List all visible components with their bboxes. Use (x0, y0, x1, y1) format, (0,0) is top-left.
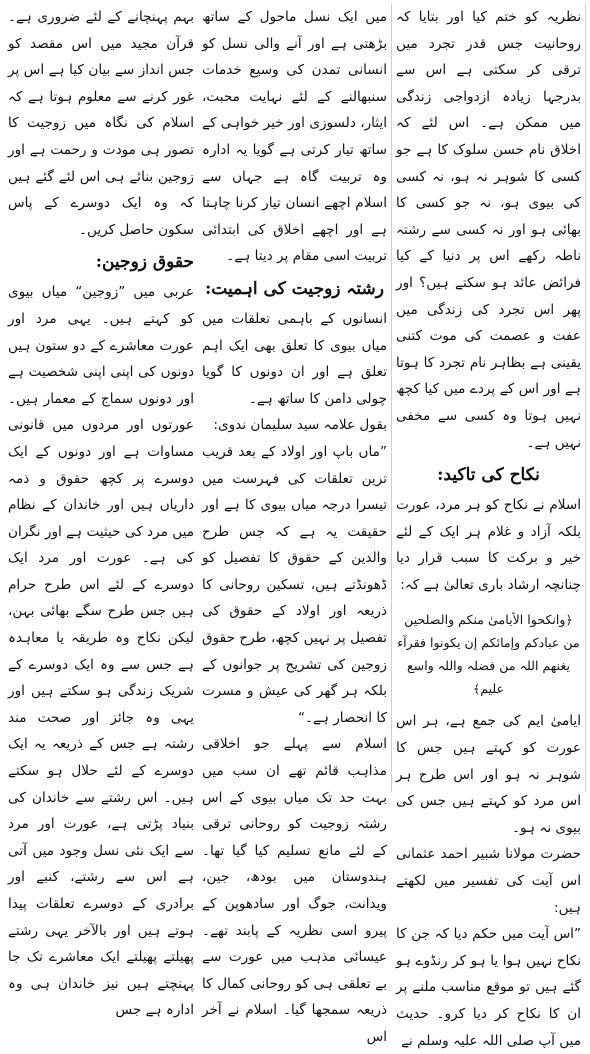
paragraph: عربی میں ”زوجین“ میاں بیوی کو کہتے ہیں۔ یہی مرد اور عورت معاشرے کے دو ستون ہیں دونوں کی اپنی اپنی شخصیت ہے اور دونوں سماج کے معمار ہیں۔ عورتوں اور مردوں میں قانونی مساوات ہے اور دونوں کے ایک دوسرے پر کچھ حقوق و ذمہ داریاں ہیں اور خاندان کے نظام میں مرد کی حیثیت ہے اور نگران کی ہے۔ عورت اور مرد ایک دوسرے کے لئے اس طرح حرام ہیں جس طرح سگے بھائی بہن، لیکن نکاح وہ طریقہ یا معاہدہ ہے جس سے وہ ایک دوسرے کے شریک زندگی ہو سکتے ہیں اور یہی وہ جائز اور صحت مند رشتہ ہے جس کے ذریعہ یہ ایک دوسرے کے لئے حلال ہو سکتے ہیں۔ اس رشتے سے خاندان کی بنیاد پڑتی ہے، عورت اور مرد سے ایک نئی نسل وجود میں آتی ہے اس سے رشتے، کنبے اور برادری کے دوسرے تعلقات پیدا ہوتے ہیں اور بالآخر یہی رشتے پھیلتے پھیلتے ایک معاشرے تک جا پہنچتے ہیں نیز خاندان ہی وہ ادارہ ہے جس (8, 284, 194, 1019)
section-heading-rishta-zaujiyat: رشتہ زوجیت کی اہمیت: (205, 278, 384, 299)
paragraph: حضرت مولانا شبیر احمد عثمانی اس آیت کی تفسیر میں لکھتے ہیں: (396, 846, 581, 916)
paragraph: ایامیٰ ایم کی جمع ہے، ہر اس عورت کو کہتے ہیں جس کا شوہر نہ ہو اور اس طرح ہر اس مرد کو کہتے ہیں جس کی بیوی نہ ہو۔ (396, 713, 581, 836)
text-column-3 (392, 4, 586, 1049)
quran-verse: ﴿وانکحوا الأیامیٰ منکم والصلحین من عبادکم وإمائکم إن یکونوا فقرآء یغنھم اللہ من فضلہ واللہ واسع علیم﴾ (397, 612, 580, 697)
paragraph: انسانوں کے باہمی تعلقات میں میاں بیوی کا تعلق بھی ایک اہم تعلق ہے اور ان دونوں کا گویا چولی دامن کا ساتھ ہے۔ (202, 310, 387, 407)
attribution: بقول علامہ سید سلیمان ندوی: (213, 417, 387, 434)
section-heading-huquq-zaujain: حقوق زوجین: (95, 252, 194, 273)
paragraph: اسلام نے نکاح کو ہر مرد، عورت بلکہ آزاد و غلام ہر ایک کے لئے خیر و برکت کا سبب قرار دیا چنانچہ ارشاد باری تعالیٰ ہے کہ: (396, 497, 581, 593)
paragraph: اسلام سے پہلے جو اخلاقی مذاہب قائم تھے ان سب میں بہت حد تک میاں بیوی کے اس رشتہ زوجیت کو روحانی ترقی کے لئے مانع تسلیم کیا گیا تھا۔ ہندوستان میں بودھ، جین، ویدانت، جوگ اور سادھوپن کے پیرو اسی نظریہ کے پابند تھے۔ عیسائی مذہب میں عورت سے بے تعلقی ہی کو روحانی کمال کا ذریعہ سمجھا گیا۔ اسلام نے آخر اس (202, 736, 387, 1045)
block-quote: ”ماں باپ اور اولاد کے بعد قریب ترین تعلقات کی فہرست میں تیسرا درجہ میاں بیوی کا ہے اور حقیقت یہ ہے کہ جس طرح والدین کے حقوق کا تفصیل کو ڈھونڈتے ہیں، تسکین روحانی کا ذریعہ اور اولاد کے حقوق کی تفصیل پر نہیں کچھ، طرح حقوق زوجین کی تشریح پر جوانوں کے بلکہ ہر گھر کی عیش و مسرت کا انحصار ہے۔“ (202, 443, 387, 726)
section-heading-nikah-ki-takeed: نکاح کی تاکید: (437, 465, 540, 486)
paragraph: نظریہ کو ختم کیا اور بتایا کہ روحانیت جس قدر تجرد میں ترقی کر سکتی ہے اس سے بدرجہا زیادہ ازدواجی زندگی میں ممکن ہے۔ اس لئے کہ اخلاق نام حسن سلوک کا ہے جو کسی کا شوہر نہ ہو، نہ کسی کی بیوی ہو، نہ جو کسی کا بھائی ہو اور نہ کسی سے رشتہ ناطہ رکھے اس پر دنیا کے کیا فرائض عائد ہو سکتے ہیں؟ اور پھر اس تجرد کی زندگی میں عفت و عصمت کی موت کتنی یقینی ہے بظاہر نام تجرد کا ہوتا ہے اور اس کے پردے میں کیا کچھ نہیں ہوتا وہ کسی سے مخفی نہیں ہے۔ (396, 9, 581, 451)
paragraph: میں ایک نسل ماحول کے ساتھ بڑھتی ہے اور آنے والی نسل کو انسانی تمدن کی وسیع خدمات سنبھالنے کے لئے نہایت محبت، ایثار، دلسوزی اور خیر خواہی کے ساتھ تیار کرتی ہے گویا یہ ادارہ وہ تربیت گاہ ہے جہاں سے اسلام اچھے انسان تیار کرنا چاہتا ہے اور اچھے اخلاق کی ابتدائی تربیت اسی مقام پر دیتا ہے۔ (202, 9, 387, 265)
paragraph: بہم پہنچانے کے لئے ضروری ہے۔ قرآن مجید میں اس مقصد کو جس انداز سے بیان کیا ہے اس پر غور کرنے سے معلوم ہوتا ہے کہ اسلام کی نگاہ میں زوجیت کا تصور ہی مودت و رحمت ہے اور زوجین بنائے ہی اس لئے گئے ہیں کہ وہ ایک دوسرے کے پاس سکون حاصل کریں۔ (8, 9, 194, 238)
block-quote: ”اس آیت میں حکم دیا کہ جن کا نکاح نہیں ہوا یا ہو کر رنڈوے ہو گئے ہیں تو موقع مناسب ملنے پر ان کا نکاح کر دیا کرو۔ حدیث میں آپ صلی اللہ علیہ وسلم نے (396, 926, 581, 1049)
text-column-1 (4, 4, 198, 1019)
text-column-2 (198, 4, 392, 1045)
